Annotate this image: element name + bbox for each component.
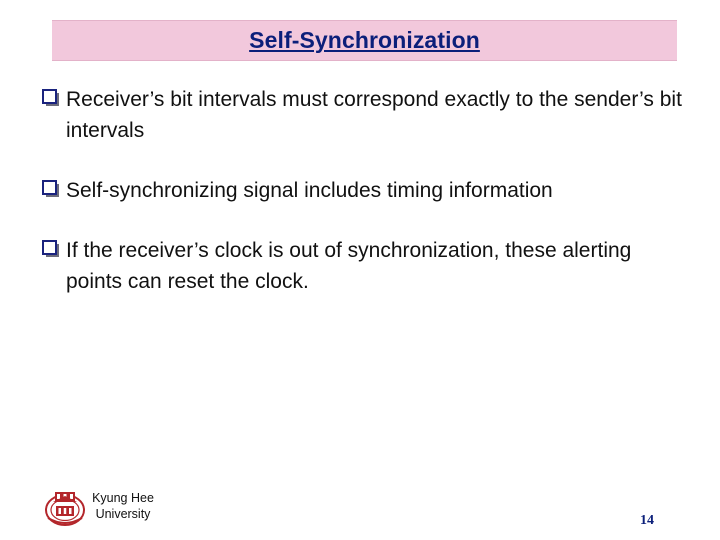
- university-name: [86, 490, 160, 522]
- bullet-text: Self-synchronizing signal includes timing information: [66, 179, 553, 202]
- title-bar: [52, 20, 677, 61]
- bullet-text: If the receiver’s clock is out of synchronization, these alerting points can reset the clock.: [66, 239, 632, 293]
- bullet-item: [42, 235, 682, 297]
- slide-title: Self-Synchronization: [249, 27, 480, 53]
- checkbox-square-icon: [42, 180, 60, 198]
- bullet-list: [42, 84, 682, 326]
- bullet-item: [42, 84, 682, 146]
- checkbox-square-icon: [42, 240, 60, 258]
- bullet-text: Receiver’s bit intervals must correspond exactly to the sender’s bit intervals: [66, 88, 682, 142]
- university-line-1: Kyung Hee: [92, 491, 154, 505]
- university-seal-icon: [44, 488, 86, 528]
- page-number: 14: [640, 513, 654, 528]
- university-line-2: University: [95, 507, 151, 521]
- bullet-item: [42, 175, 682, 206]
- checkbox-square-icon: [42, 89, 60, 107]
